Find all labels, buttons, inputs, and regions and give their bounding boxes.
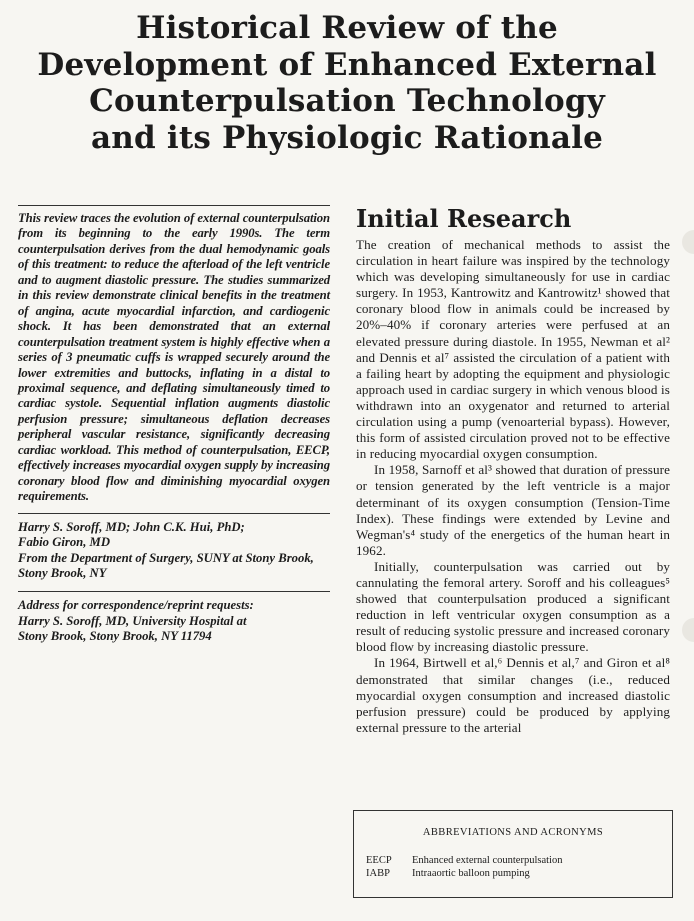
title-line-1: Historical Review of the <box>136 10 558 46</box>
abbreviation-row <box>354 854 672 867</box>
abbreviation-term: EECP <box>366 855 392 866</box>
body-paragraph-1: The creation of mechanical methods to assist the circulation in heart failure was inspired by the technology which was developing simultaneously for use in cardiac surgery. In 1953, Kantrowitz and Kantrowitz¹ showed that coronary blood flow in animals could be increased by 20%–40% if coronary arteries were perfused at an elevated pressure during diastole. In 1955, Newman et al² and Dennis et al⁷ assisted the circulation of a patient with a failing heart by adopting the equipment and physiologic approach used in cardiac surgery in which venous blood is withdrawn into an oxygenator and returned to arterial circulation using a pump (venoarterial bypass). However, this form of assisted circulation proved not to be effective in reducing myocardial oxygen consumption. <box>356 237 670 462</box>
authors-top-rule <box>18 513 330 514</box>
correspondence-label: Address for correspondence/reprint requests: <box>18 598 254 613</box>
title-line-4: and its Physiologic Rationale <box>90 119 604 156</box>
body-paragraph-4: In 1964, Birtwell et al,⁶ Dennis et al,⁷ and Giron et al⁸ demonstrated that similar changes (i.e., reduced myocardial oxygen consumption and increased diastolic perfusion pressure) could be produced by applying external pressure to the arterial <box>356 655 670 735</box>
abbreviation-definition: Enhanced external counterpulsation <box>412 855 563 866</box>
author-block <box>18 520 330 582</box>
author-names-2: Fabio Giron, MD <box>18 535 111 550</box>
abbreviation-term: IABP <box>366 868 390 879</box>
author-affiliation: From the Department of Surgery, SUNY at Stony Brook, Stony Brook, NY <box>18 550 314 580</box>
title-line-2: Development of Enhanced External <box>37 46 657 83</box>
body-paragraph-3: Initially, counterpulsation was carried out by cannulating the femoral artery. Soroff and his colleagues⁵ showed that counterpulsation produced a significant reduction in left ventricular oxygen consumption as a result of reducing systolic pressure and increased coronary blood flow by increasing diastolic pressure. <box>356 558 670 655</box>
body-paragraph-2: In 1958, Sarnoff et al³ showed that duration of pressure or tension generated by the left ventricle is a major determinant of its oxygen consumption (Tension-Time Index). These findings were extended by Levine and Wegman's⁴ study of the energetics of the human heart in 1962. <box>356 462 670 558</box>
abbreviation-row <box>354 867 672 880</box>
binder-hole-shadow <box>682 230 694 254</box>
correspondence-address-1: Harry S. Soroff, MD, University Hospital at <box>18 613 247 628</box>
abstract-top-rule <box>18 205 330 206</box>
abbreviations-box <box>353 810 673 898</box>
correspondence-top-rule <box>18 591 330 592</box>
abbreviation-definition: Intraaortic balloon pumping <box>412 868 530 879</box>
article-title <box>10 10 684 156</box>
author-names-1: Harry S. Soroff, MD; John C.K. Hui, PhD; <box>18 519 245 534</box>
title-line-3: Counterpulsation Technology <box>89 83 605 119</box>
abbreviations-title: ABBREVIATIONS AND ACRONYMS <box>422 827 604 838</box>
left-column <box>18 205 330 655</box>
abstract: This review traces the evolution of external counterpulsation from its beginning to the early 1990s. The term counterpulsation derives from the dual hemodynamic goals of this treatment: to reduce the afterload of the left ventricle and to augment diastolic pressure. The studies summarized in this review demonstrate clinical benefits in the treatment of angina, acute myocardial infarction, and cardiogenic shock. It has been demonstrated that an external counterpulsation treatment system is highly effective when a series of 3 pneumatic cuffs is wrapped securely around the lower extremities and buttocks, inflating in a distal to proximal sequence, and deflating simultaneously timed to cardiac systole. Sequential inflation augments diastolic perfusion pressure; simultaneous deflation decreases peripheral vascular resistance, significantly decreasing cardiac workload. This method of counterpulsation, EECP, effectively increases myocardial oxygen supply by increasing coronary blood flow and diminishing myocardial oxygen requirements. <box>18 211 330 504</box>
section-heading: Initial Research <box>356 204 572 233</box>
correspondence-block <box>18 598 330 644</box>
right-column <box>356 205 670 736</box>
binder-hole-shadow <box>682 618 694 642</box>
correspondence-address-2: Stony Brook, Stony Brook, NY 11794 <box>18 629 212 644</box>
